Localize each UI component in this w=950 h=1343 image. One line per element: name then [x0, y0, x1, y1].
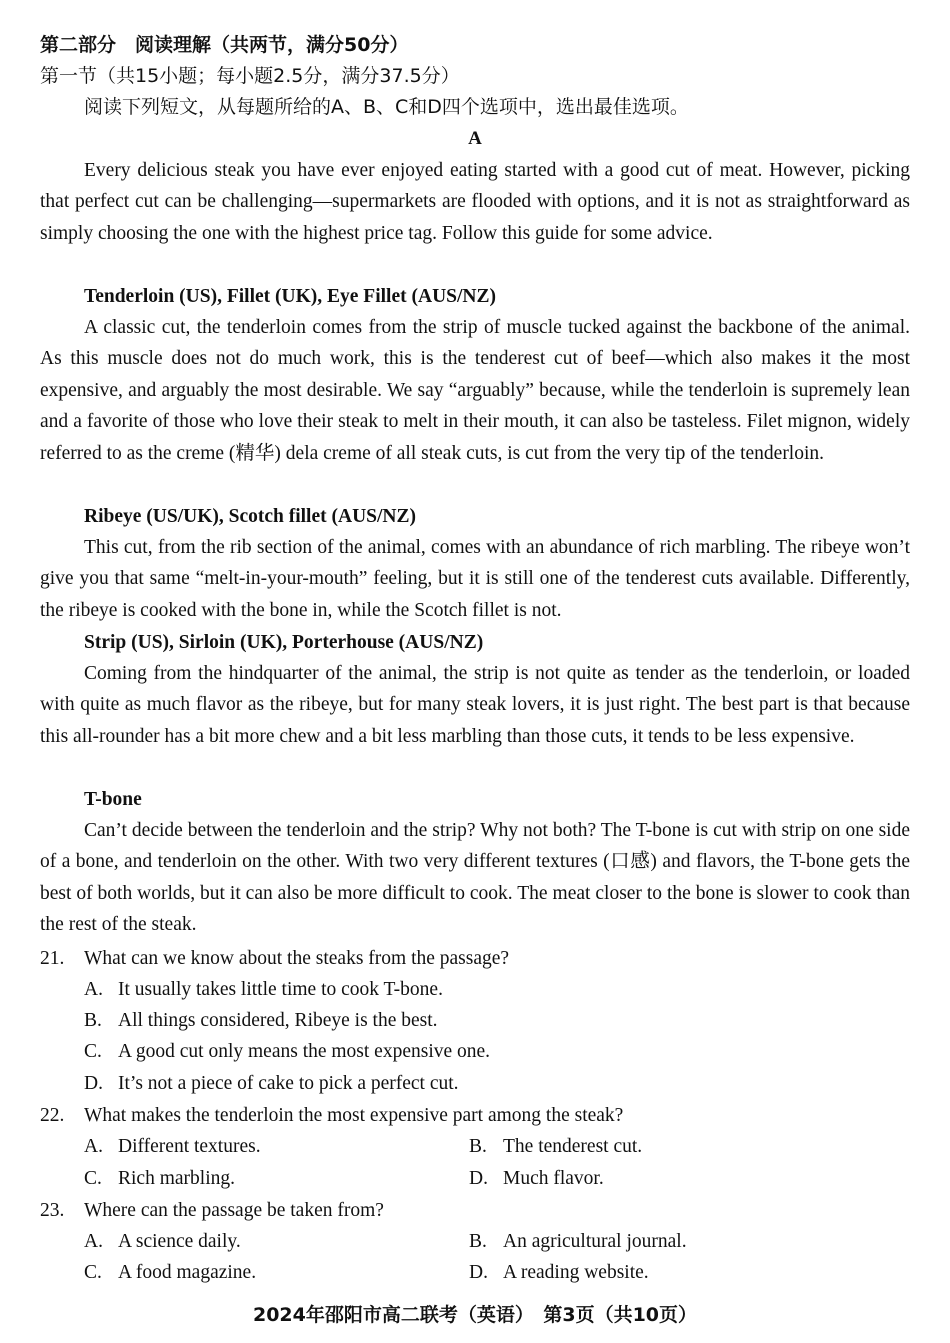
section-heading-strip: Strip (US), Sirloin (UK), Porterhouse (AUS/NZ) — [84, 632, 484, 653]
option-letter: A. — [84, 979, 103, 1000]
question-21 — [40, 943, 509, 974]
section-heading-tbone: T-bone — [84, 789, 142, 810]
passage-intro: Every delicious steak you have ever enjoyed eating started with a good cut of meat. However, picking that perfect cut can be challenging—supermarkets are flooded with options, and it is not as straightforward as simply choosing the one with the highest price tag. Follow this guide for some advice. — [40, 160, 910, 244]
option-text: Much flavor. — [503, 1168, 604, 1189]
option-21-c[interactable] — [84, 1036, 490, 1067]
option-22-a[interactable] — [84, 1131, 261, 1162]
option-text: It usually takes little time to cook T-bone. — [118, 979, 443, 1000]
option-23-b[interactable] — [469, 1226, 687, 1257]
option-text: An agricultural journal. — [503, 1231, 687, 1252]
option-22-c[interactable] — [84, 1163, 235, 1194]
option-letter: D. — [84, 1073, 103, 1094]
page-footer: 2024年邵阳市高二联考（英语） 第3页（共10页） — [252, 1304, 698, 1326]
option-text: A reading website. — [503, 1262, 649, 1283]
question-number: 23. — [40, 1200, 65, 1221]
option-21-d[interactable] — [84, 1068, 459, 1099]
option-letter: C. — [84, 1168, 102, 1189]
question-number: 21. — [40, 948, 65, 969]
part-title: 第二部分 阅读理解（共两节，满分50分） — [40, 34, 409, 56]
option-text: All things considered, Ribeye is the best. — [118, 1010, 438, 1031]
option-letter: A. — [84, 1136, 103, 1157]
option-text: A science daily. — [118, 1231, 241, 1252]
question-stem: What makes the tenderloin the most expensive part among the steak? — [84, 1105, 624, 1126]
option-21-b[interactable] — [84, 1005, 438, 1036]
option-text: A food magazine. — [118, 1262, 257, 1283]
option-letter: A. — [84, 1231, 103, 1252]
question-22 — [40, 1100, 623, 1131]
option-21-a[interactable] — [84, 974, 443, 1005]
option-text: The tenderest cut. — [503, 1136, 643, 1157]
option-22-d[interactable] — [469, 1163, 604, 1194]
section-body-tbone: Can’t decide between the tenderloin and the strip? Why not both? The T-bone is cut with strip on one side of a bone, and tenderloin on the other. With two very different textures (口感) and flavors, the T-bone gets the best of both worlds, but it can also be more difficult to cook. The meat closer to the bone is slower to cook than the rest of the steak. — [40, 820, 910, 936]
question-number: 22. — [40, 1105, 65, 1126]
option-text: A good cut only means the most expensive one. — [118, 1041, 491, 1062]
section-heading-ribeye: Ribeye (US/UK), Scotch fillet (AUS/NZ) — [84, 506, 417, 527]
option-text: It’s not a piece of cake to pick a perfect cut. — [118, 1073, 459, 1094]
passage-letter: A — [468, 128, 482, 149]
option-letter: C. — [84, 1262, 102, 1283]
section-body-tenderloin: A classic cut, the tenderloin comes from the strip of muscle tucked against the backbone of the animal. As this muscle does not do much work, this is the tenderest cut of beef—which also makes it the most expensive, and arguably the most desirable. We say “arguably” because, while the tenderloin is supremely lean and a favorite of those who love their steak to melt in their mouth, it can also be tasteless. Filet mignon, widely referred to as the creme (精华) dela creme of all steak cuts, is cut from the very tip of the tenderloin. — [40, 317, 910, 464]
option-letter: B. — [84, 1010, 102, 1031]
option-letter: C. — [84, 1041, 102, 1062]
option-23-d[interactable] — [469, 1257, 649, 1288]
option-22-b[interactable] — [469, 1131, 642, 1162]
option-23-c[interactable] — [84, 1257, 256, 1288]
option-text: Rich marbling. — [118, 1168, 235, 1189]
section-body-strip: Coming from the hindquarter of the animal, the strip is not quite as tender as the tenderloin, or loaded with quite as much flavor as the ribeye, but for many steak lovers, it is just right. The best part is that because this all-rounder has a bit more chew and a bit less marbling than those cuts, it tends to be less expensive. — [40, 663, 910, 747]
option-text: Different textures. — [118, 1136, 261, 1157]
section-title: 第一节（共15小题；每小题2.5分，满分37.5分） — [40, 65, 460, 87]
instruction: 阅读下列短文，从每题所给的A、B、C和D四个选项中，选出最佳选项。 — [84, 96, 689, 118]
option-23-a[interactable] — [84, 1226, 241, 1257]
question-stem: Where can the passage be taken from? — [84, 1200, 384, 1221]
section-heading-tenderloin: Tenderloin (US), Fillet (UK), Eye Fillet (AUS/NZ) — [84, 286, 496, 307]
question-23 — [40, 1195, 384, 1226]
question-stem: What can we know about the steaks from the passage? — [84, 948, 510, 969]
section-body-ribeye: This cut, from the rib section of the animal, comes with an abundance of rich marbling. The ribeye won’t give you that same “melt-in-your-mouth” feeling, but it is still one of the tenderest cuts available. Differently, the ribeye is cooked with the bone in, while the Scotch fillet is not. — [40, 537, 910, 621]
option-letter: D. — [469, 1262, 488, 1283]
option-letter: B. — [469, 1231, 487, 1252]
option-letter: B. — [469, 1136, 487, 1157]
option-letter: D. — [469, 1168, 488, 1189]
